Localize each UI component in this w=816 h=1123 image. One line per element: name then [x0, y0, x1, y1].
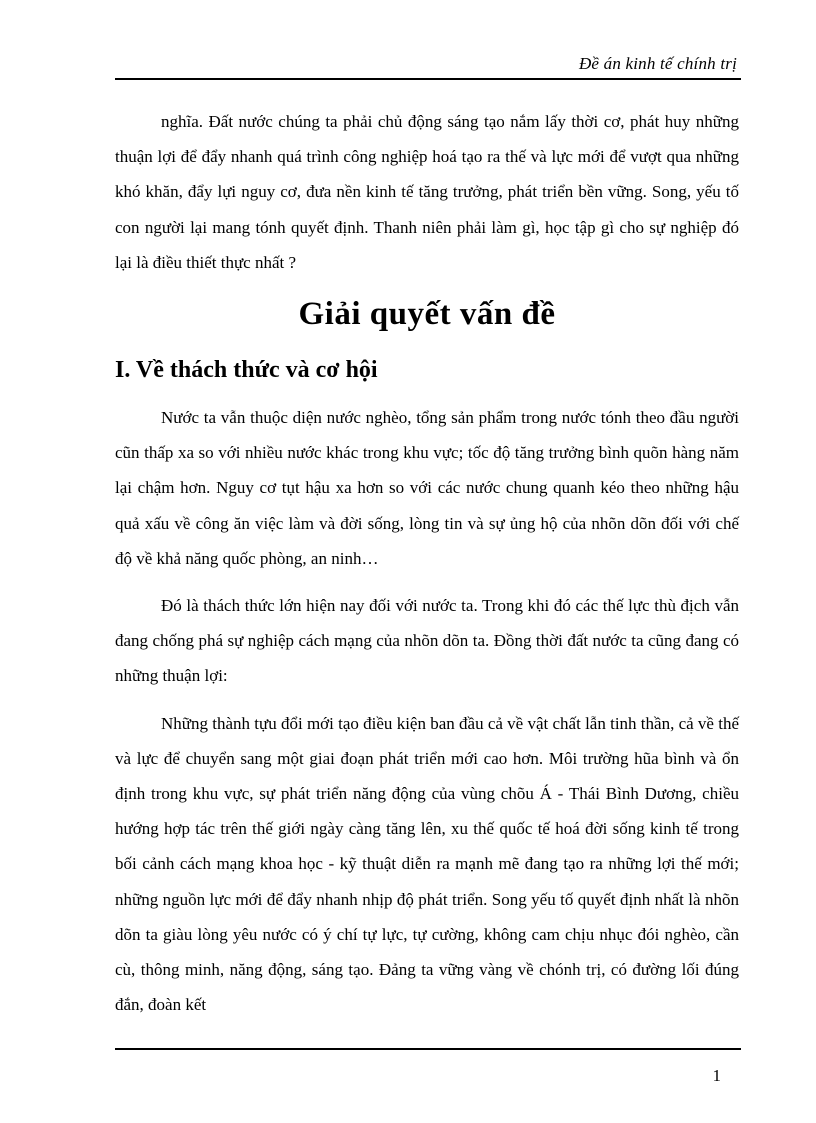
- page-content: [115, 104, 739, 1022]
- paragraph: Đó là thách thức lớn hiện nay đối với nước ta. Trong khi đó các thế lực thù địch vẫn đang chống phá sự nghiệp cách mạng của nhõn dõn ta. Đồng thời đất nước ta cũng đang có những thuận lợi:: [115, 596, 739, 686]
- document-title: Đề án kinh tế chính trị: [578, 54, 737, 73]
- page-header: [115, 52, 741, 80]
- section-heading: Giải quyết vấn đề: [298, 296, 556, 333]
- paragraph: Những thành tựu đổi mới tạo điều kiện ban đầu cả về vật chất lẫn tinh thần, cả về thế và lực để chuyển sang một giai đoạn phát triển mới cao hơn. Môi trường hũa bình và ổn định trong khu vực, sự phát triển năng động của vùng chõu Á - Thái Bình Dương, chiều hướng hợp tác trên thế giới ngày càng tăng lên, xu thế quốc tế hoá đời sống kinh tế trong bối cảnh cách mạng khoa học - kỹ thuật diễn ra mạnh mẽ đang tạo ra những lợi thế mới; những nguồn lực mới để đẩy nhanh nhịp độ phát triển. Song yếu tố quyết định nhất là nhõn dõn ta giàu lòng yêu nước có ý chí tự lực, tự cường, không cam chịu nhục đói nghèo, cần cù, thông minh, năng động, sáng tạo. Đảng ta vững vàng về chónh trị, có đường lối đúng đắn, đoàn kết: [115, 713, 739, 1015]
- page-number: 1: [712, 1066, 721, 1085]
- page-footer: [115, 1048, 741, 1085]
- intro-paragraph: nghĩa. Đất nước chúng ta phải chủ động sáng tạo nắm lấy thời cơ, phát huy những thuận lợi để đẩy nhanh quá trình công nghiệp hoá tạo ra thế và lực mới để vượt qua những khó khăn, đẩy lựi nguy cơ, đưa nền kinh tế tăng trưởng, phát triển bền vững. Song, yếu tố con người lại mang tónh quyết định. Thanh niên phải làm gì, học tập gì cho sự nghiệp đó lại là điều thiết thực nhất ?: [115, 112, 739, 272]
- paragraph: Nước ta vẫn thuộc diện nước nghèo, tổng sản phẩm trong nước tónh theo đầu người cũn thấp xa so với nhiều nước khác trong khu vực; tốc độ tăng trưởng bình quõn hàng năm lại chậm hơn. Nguy cơ tụt hậu xa hơn so với các nước chung quanh kéo theo những hậu quả xấu về công ăn việc làm và đời sống, lòng tin và sự ủng hộ của nhõn dõn đối với chế độ về khả năng quốc phòng, an ninh…: [115, 408, 739, 568]
- subsection-heading: I. Về thách thức và cơ hội: [115, 357, 378, 384]
